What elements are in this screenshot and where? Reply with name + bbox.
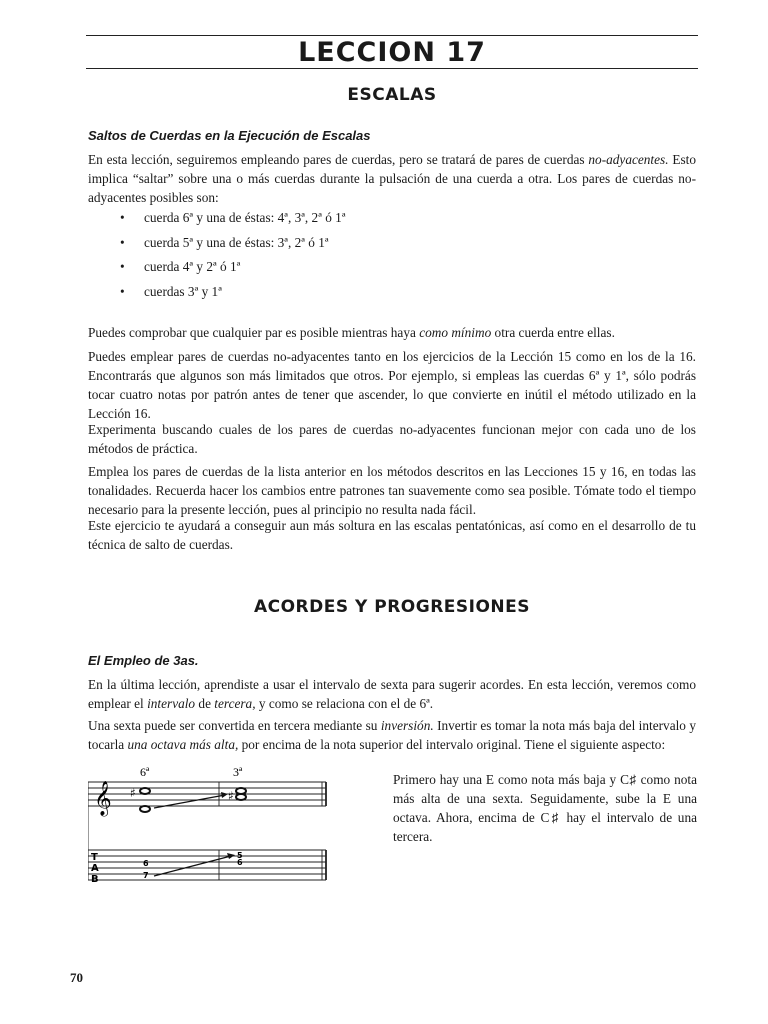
subheading-saltos: Saltos de Cuerdas en la Ejecución de Escalas	[88, 128, 371, 143]
tab-fret-right-lower: 6	[237, 858, 243, 867]
tab-letter-b: B	[91, 874, 99, 885]
interval-label-third: 3ª	[233, 765, 243, 779]
music-notation	[88, 764, 338, 894]
text: otra cuerda entre ellas.	[491, 325, 615, 340]
tab-fret-left-lower: 7	[143, 871, 149, 880]
list-item-text: cuerdas 3ª y 1ª	[144, 283, 222, 299]
list-item-text: cuerda 5ª y una de éstas: 3ª, 2ª ó 1ª	[144, 234, 329, 250]
text: de	[195, 696, 215, 711]
section-title-escalas: ESCALAS	[347, 85, 437, 105]
paragraph-lecciones-15-16: Puedes emplear pares de cuerdas no-adyacentes tanto en los ejercicios de la Lección 15 como en los de la 16. Encontrarás que algunos son más limitados que otros. Por ejemplo, si empleas las cuerdas 6ª y 1ª, sólo podrás tocar cuatro notas por patrón antes de tener que ascender, lo que convierte en inútil el método utilizado en la Lección 16.	[88, 349, 696, 421]
treble-clef-icon: 𝄞	[94, 781, 112, 816]
emphasis: no-adyacentes.	[588, 152, 669, 167]
tab-letter-t: T	[91, 852, 98, 863]
text: por encima de la nota superior del intervalo original. Tiene el siguiente aspecto:	[238, 737, 666, 752]
emphasis: como mínimo	[419, 325, 492, 340]
list-item-text: cuerda 4ª y 2ª ó 1ª	[144, 259, 241, 274]
bullet-icon: •	[120, 234, 125, 250]
arrow-head-icon	[221, 792, 228, 798]
list-item	[120, 257, 346, 282]
paragraph-explanation: Primero hay una E como nota más baja y C♯ como nota más alta de una sexta. Seguidamente, sube la E una octava. Ahora, encima de C♯ hay el intervalo de una tercera.	[393, 772, 697, 844]
tab-staff	[88, 850, 326, 880]
paragraph-experimenta: Experimenta buscando cuales de los pares de cuerdas no-adyacentes funcionan mejor con cada uno de los métodos de práctica.	[88, 422, 696, 456]
paragraph-intro	[88, 150, 696, 207]
emphasis: inversión.	[380, 718, 434, 733]
list-item	[120, 282, 346, 307]
tab-fret-left-upper: 6	[143, 859, 149, 868]
title-underline	[86, 68, 698, 69]
subheading-empleo-3as: El Empleo de 3as.	[88, 653, 199, 668]
paragraph-inversion	[88, 716, 696, 754]
top-rule	[86, 35, 698, 36]
list-item	[120, 233, 346, 258]
list-item	[120, 208, 346, 233]
section-title-acordes: ACORDES Y PROGRESIONES	[253, 597, 531, 617]
page-number: 70	[70, 970, 83, 985]
sharp-icon: ♯	[130, 786, 136, 800]
tab-fret-right-upper: 5	[237, 851, 243, 860]
note-e-high	[236, 794, 246, 800]
emphasis: tercera,	[214, 696, 256, 711]
lesson-title: LECCION 17	[298, 37, 486, 68]
text: En la última lección, aprendiste a usar el intervalo de sexta para sugerir acordes. En esta lección, veremos como emplear el	[88, 677, 696, 711]
bullet-icon: •	[120, 259, 125, 274]
bullet-icon: •	[120, 210, 125, 225]
interval-label-sixth: 6ª	[140, 765, 150, 779]
emphasis: intervalo	[147, 696, 196, 711]
bullet-icon: •	[120, 283, 125, 299]
text: Puedes comprobar que cualquier par es posible mientras haya	[88, 325, 420, 340]
emphasis: una octava más alta,	[127, 737, 239, 752]
text: Una sexta puede ser convertida en tercera mediante su	[88, 718, 381, 733]
paragraph-minimo	[88, 323, 696, 342]
text: En esta lección, seguiremos empleando pares de cuerdas, pero se tratará de pares de cuerdas	[88, 152, 589, 167]
paragraph-emplea: Emplea los pares de cuerdas de la lista anterior en los métodos descritos en las Lecciones 15 y 16, en todas las tonalidades. Recuerda hacer los cambios entre patrones tan suavemente como sea posible. Tómate todo el tiempo necesario para la presente lección, pues al principio no resulta nada fácil.	[88, 464, 696, 517]
paragraph-ultima-leccion	[88, 675, 696, 713]
text: y como se relaciona con el de 6ª.	[255, 696, 434, 711]
tab-letter-a: A	[91, 863, 99, 874]
text: Esto implica “saltar” sobre una o más cuerdas durante la pulsación de una cuerda a otra. Los pares de cuerdas no-adyacentes posibles son:	[88, 152, 696, 205]
list-item-text: cuerda 6ª y una de éstas: 4ª, 3ª, 2ª ó 1ª	[144, 210, 346, 225]
paragraph-ejercicio: Este ejercicio te ayudará a conseguir aun más soltura en las escalas pentatónicas, así como en el desarrollo de tu técnica de salto de cuerdas.	[88, 518, 696, 552]
text: Invertir es tomar la nota más baja del intervalo y tocarla	[88, 718, 696, 752]
string-pairs-list	[120, 208, 346, 306]
note-csharp	[140, 788, 150, 794]
sharp-icon: ♯	[228, 789, 234, 803]
note-e	[140, 806, 150, 812]
